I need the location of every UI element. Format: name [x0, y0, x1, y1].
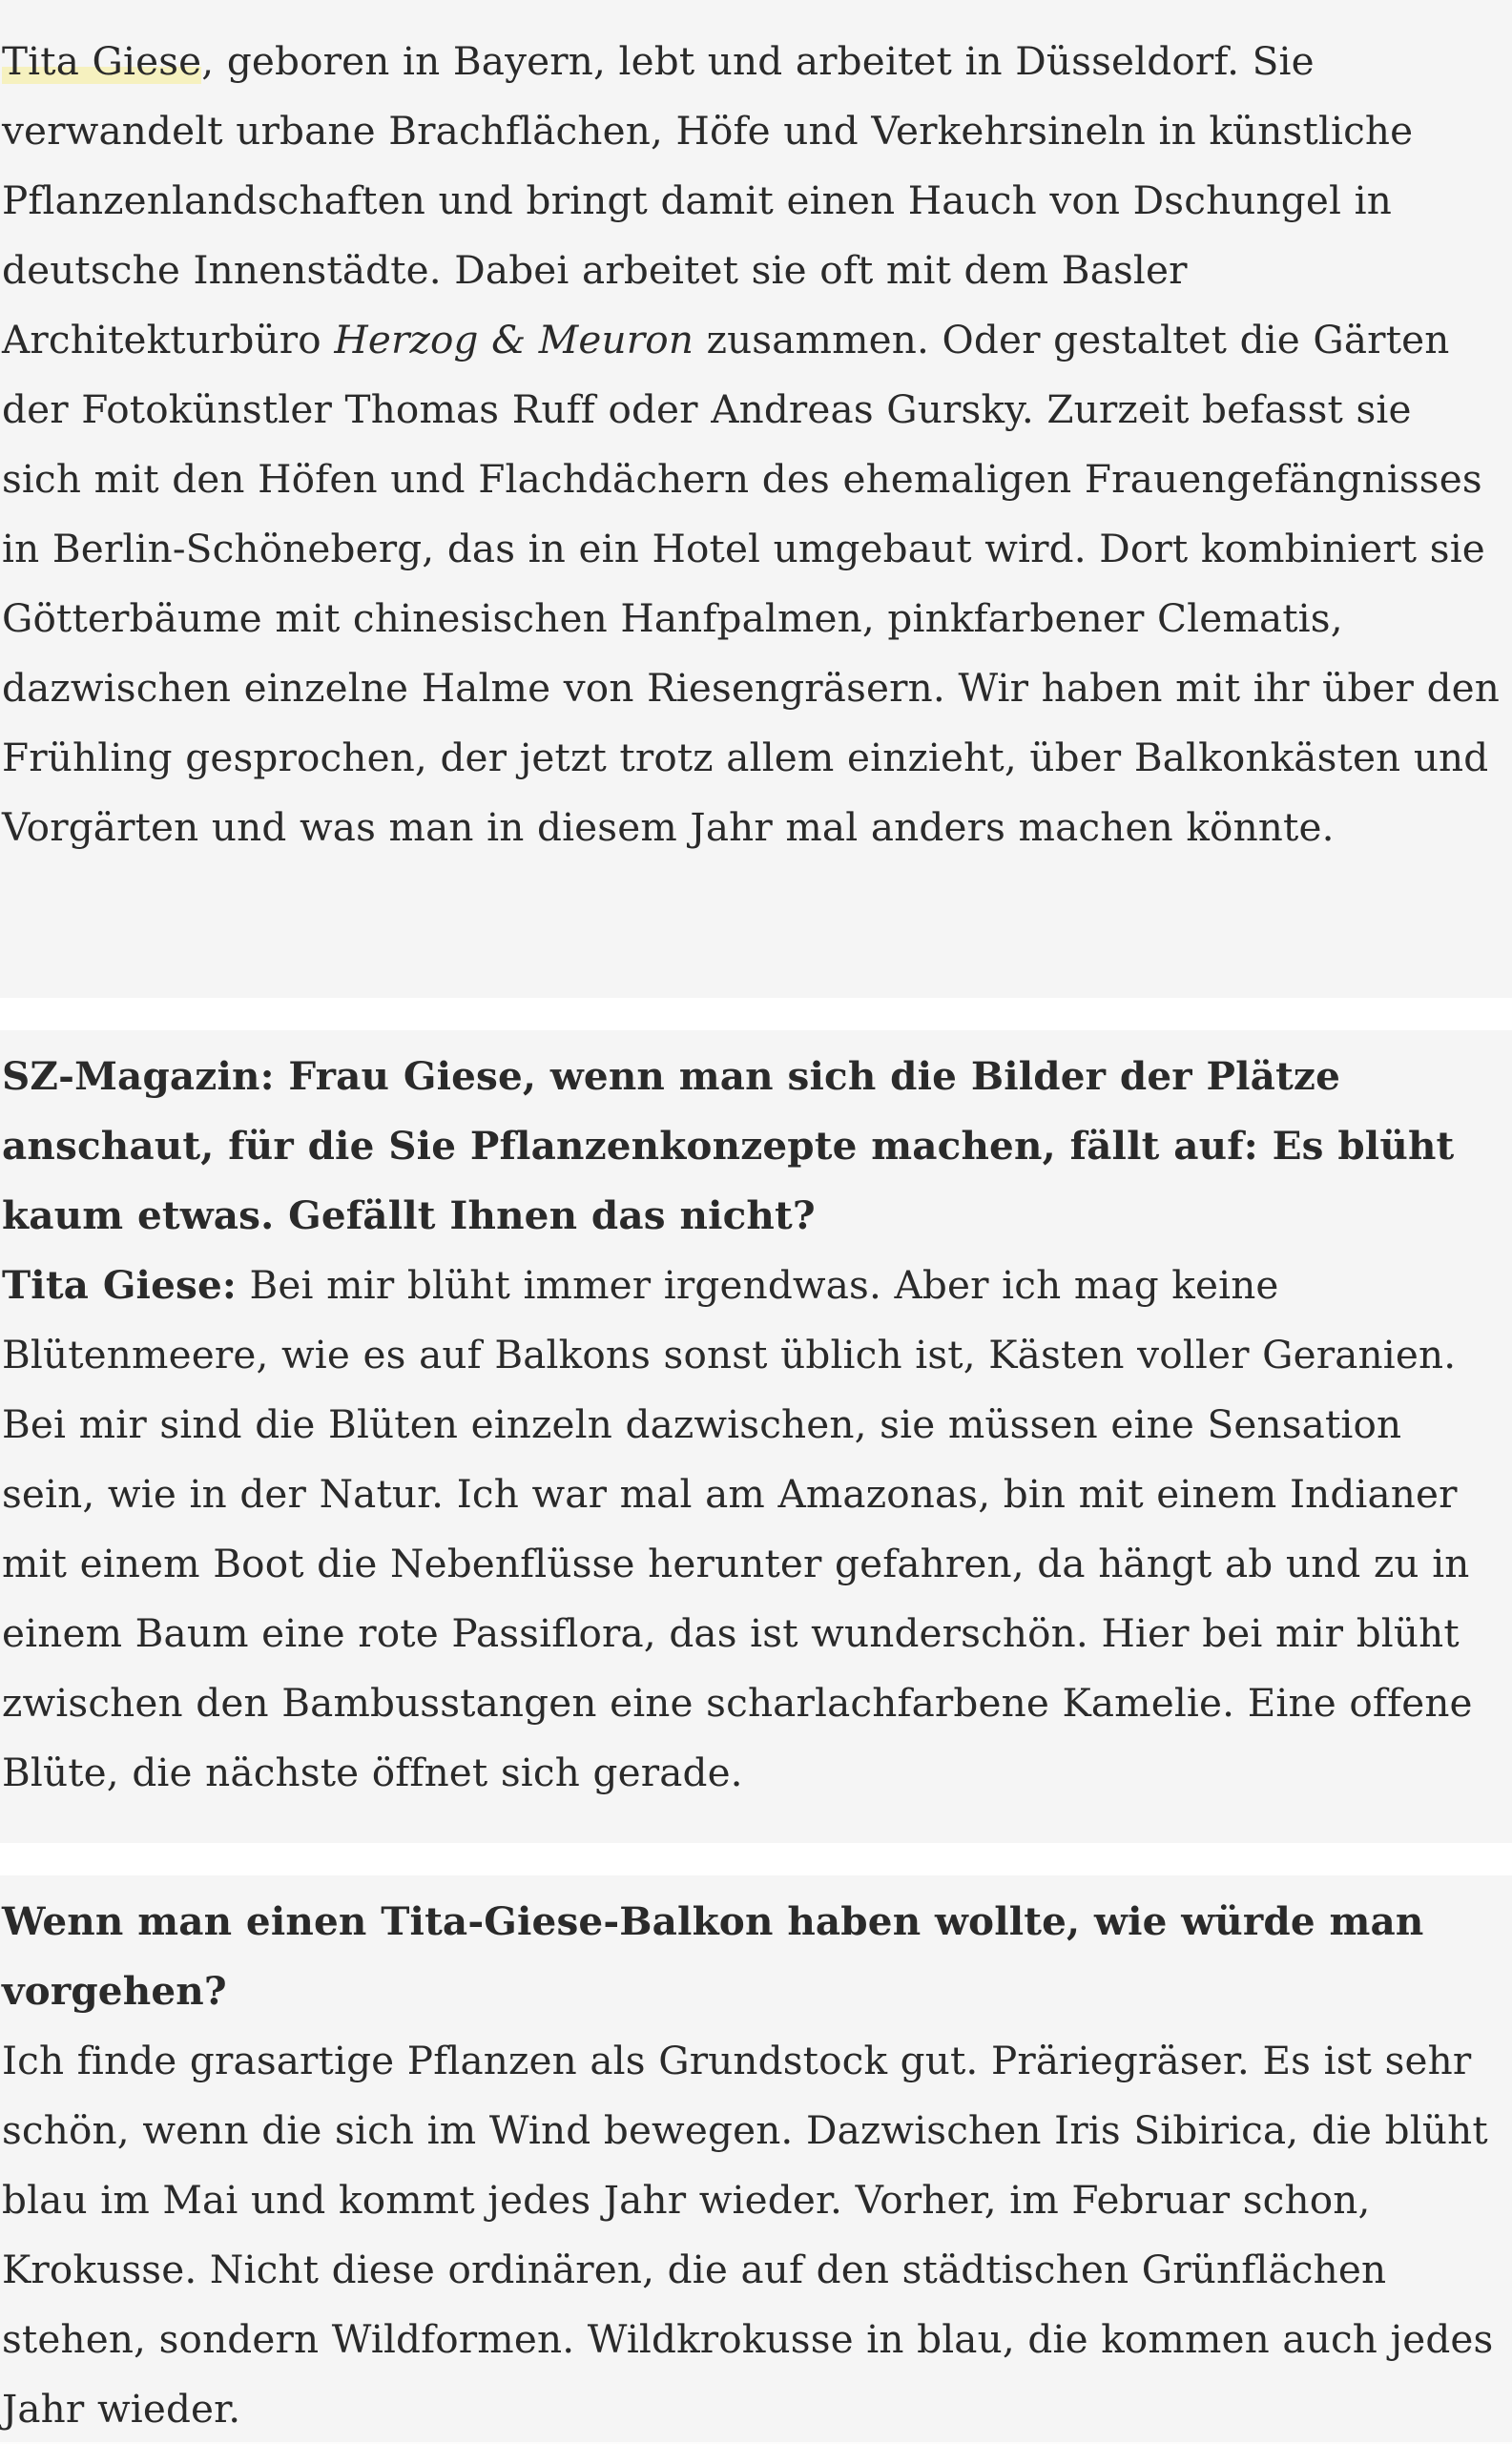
architecture-firm-name: Herzog & Meuron [334, 317, 694, 362]
interview-block-2 [0, 1875, 1512, 2442]
highlighted-name: Tita Giese [2, 38, 202, 84]
intro-text-part-1: , geboren in Bayern, lebt und arbeitet in Düsseldorf. Sie verwandelt urbane Brachflächen, Höfe und Verkehrsineln in künstliche Pflanzenlandschaften und bringt damit einen Hauch von Dschungel in deutsche Innenstädte. Dabei arbeitet sie oft mit dem Basler Architekturbüro [2, 38, 1414, 362]
section-divider [0, 1843, 1512, 1875]
section-divider [0, 998, 1512, 1030]
intro-section [0, 0, 1512, 998]
answer-speaker-label: Tita Giese: [2, 1262, 237, 1308]
intro-paragraph [2, 27, 1502, 862]
interview-block-1 [0, 1030, 1512, 1843]
answer-1-text: Bei mir blüht immer irgendwas. Aber ich mag keine Blütenmeere, wie es auf Balkons sonst üblich ist, Kästen voller Geranien. Bei mir sind die Blüten einzeln dazwischen, sie müssen eine Sensation sein, wie in der Natur. Ich war mal am Amazonas, bin mit einem Indianer mit einem Boot die Nebenflüsse herunter gefahren, da hängt ab und zu in einem Baum eine rote Passiflora, das ist wunderschön. Hier bei mir blüht zwischen den Bambusstangen eine scharlachfarbene Kamelie. Eine offene Blüte, die nächste öffnet sich gerade. [2, 1262, 1473, 1795]
interview-question-2: Wenn man einen Tita-Giese-Balkon haben wollte, wie würde man vorgehen? [2, 1898, 1424, 2014]
interview-answer-2: Ich finde grasartige Pflanzen als Grundstock gut. Präriegräser. Es ist sehr schön, wenn die sich im Wind bewegen. Dazwischen Iris Sibirica, die blüht blau im Mai und kommt jedes Jahr wieder. Vorher, im Februar schon, Krokusse. Nicht diese ordinären, die auf den städtischen Grünflächen stehen, sondern Wildformen. Wildkrokusse in blau, die kommen auch jedes Jahr wieder. [2, 2038, 1494, 2432]
interview-answer-1 [2, 1251, 1502, 1808]
intro-text-part-2: zusammen. Oder gestaltet die Gärten der Fotokünstler Thomas Ruff oder Andreas Gursky. Zurzeit befasst sie sich mit den Höfen und Flachdächern des ehemaligen Frauengefängnisses in Berlin-Schöneberg, das in ein Hotel umgebaut wird. Dort kombiniert sie Götterbäume mit chinesischen Hanfpalmen, pinkfarbener Clematis, dazwischen einzelne Halme von Riesengräsern. Wir haben mit ihr über den Frühling gesprochen, der jetzt trotz allem einzieht, über Balkonkästen und Vorgärten und was man in diesem Jahr mal anders machen könnte. [2, 317, 1500, 850]
interview-question-1: SZ-Magazin: Frau Giese, wenn man sich die Bilder der Plätze anschaut, für die Sie Pflanzenkonzepte machen, fällt auf: Es blüht kaum etwas. Gefällt Ihnen das nicht? [2, 1053, 1455, 1238]
